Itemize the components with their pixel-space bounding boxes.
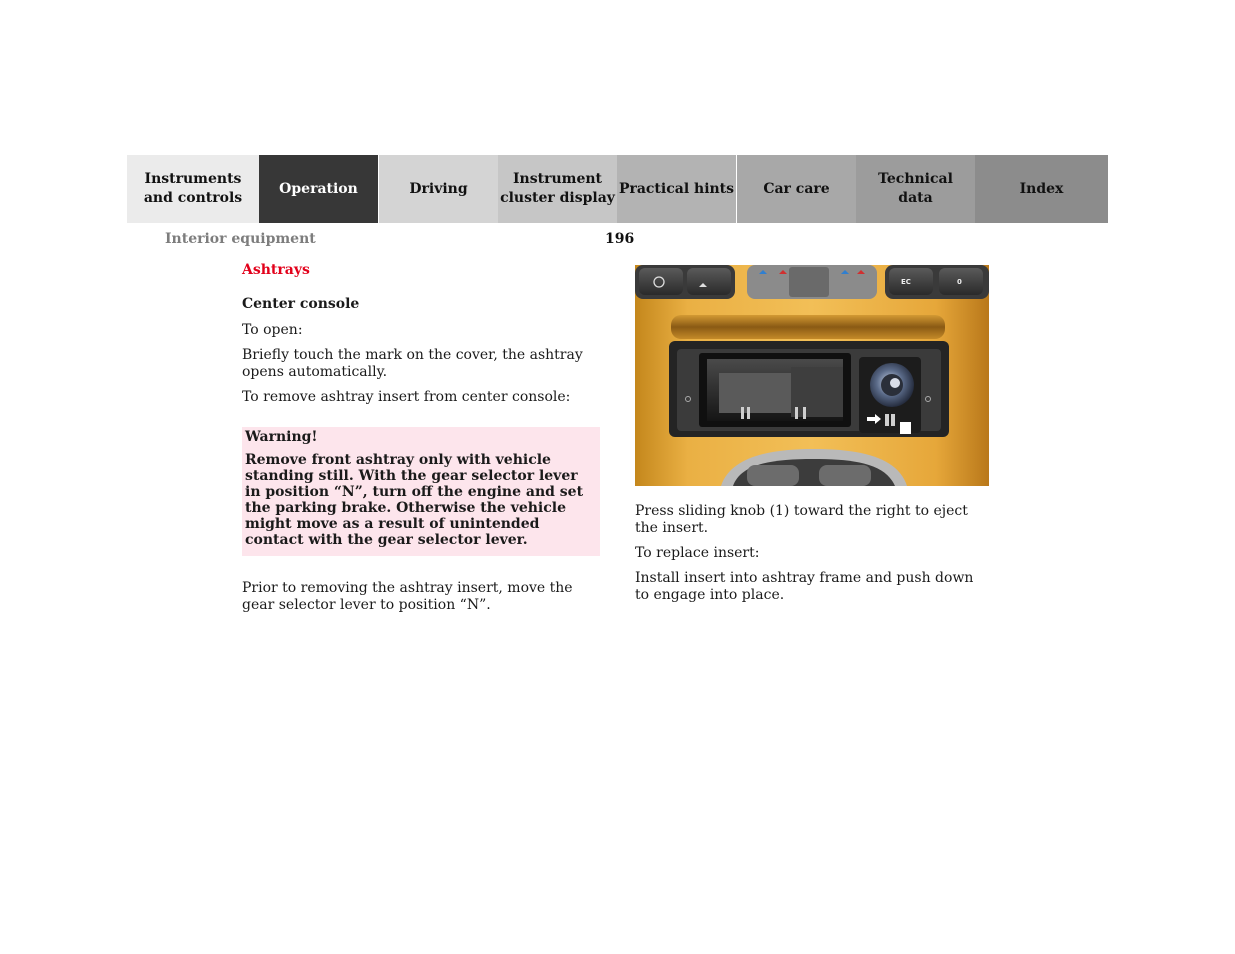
tab-operation[interactable]: Operation <box>259 155 378 223</box>
subtitle: Center console <box>242 296 360 312</box>
page-title: Ashtrays <box>242 262 310 278</box>
paragraph: Prior to removing the ashtray insert, move the gear selector lever to position “N”. <box>242 580 573 613</box>
warning-box <box>242 427 600 556</box>
paragraph: To replace insert: <box>635 545 760 561</box>
tab-driving[interactable]: Driving <box>379 155 498 223</box>
chapter-nav <box>127 155 1108 223</box>
paragraph: Press sliding knob (1) toward the right to eject the insert. <box>635 503 968 536</box>
tab-technical-data[interactable]: Technical data <box>856 155 975 223</box>
tab-instruments-and-controls[interactable]: Instruments and controls <box>127 155 259 223</box>
callout-marker <box>900 422 911 434</box>
tab-index[interactable]: Index <box>975 155 1108 223</box>
warning-text: Remove front ashtray only with vehicle standing still. With the gear selector lever in position “N”, turn off the engine and set the parking brake. Otherwise the vehicle might move as a result of unintended contact with the gear selector lever. <box>245 452 584 548</box>
ashtray-illustration <box>635 265 989 486</box>
tab-instrument-cluster-display[interactable]: Instrument cluster display <box>498 155 617 223</box>
ec-button-label: EC <box>901 278 911 286</box>
page-number: 196 <box>605 231 635 247</box>
zero-button-label: 0 <box>957 278 962 286</box>
right-column <box>635 265 989 612</box>
sliding-knob <box>885 414 889 426</box>
tab-car-care[interactable]: Car care <box>737 155 856 223</box>
left-column <box>242 262 600 622</box>
paragraph: To remove ashtray insert from center console: <box>242 389 571 405</box>
tab-practical-hints[interactable]: Practical hints <box>617 155 736 223</box>
section-label: Interior equipment <box>165 231 316 247</box>
storage-slot <box>671 315 945 339</box>
paragraph: To open: <box>242 322 303 338</box>
paragraph: Install insert into ashtray frame and push down to engage into place. <box>635 570 974 603</box>
paragraph: Briefly touch the mark on the cover, the ashtray opens automatically. <box>242 347 583 380</box>
warning-title: Warning! <box>245 429 318 445</box>
